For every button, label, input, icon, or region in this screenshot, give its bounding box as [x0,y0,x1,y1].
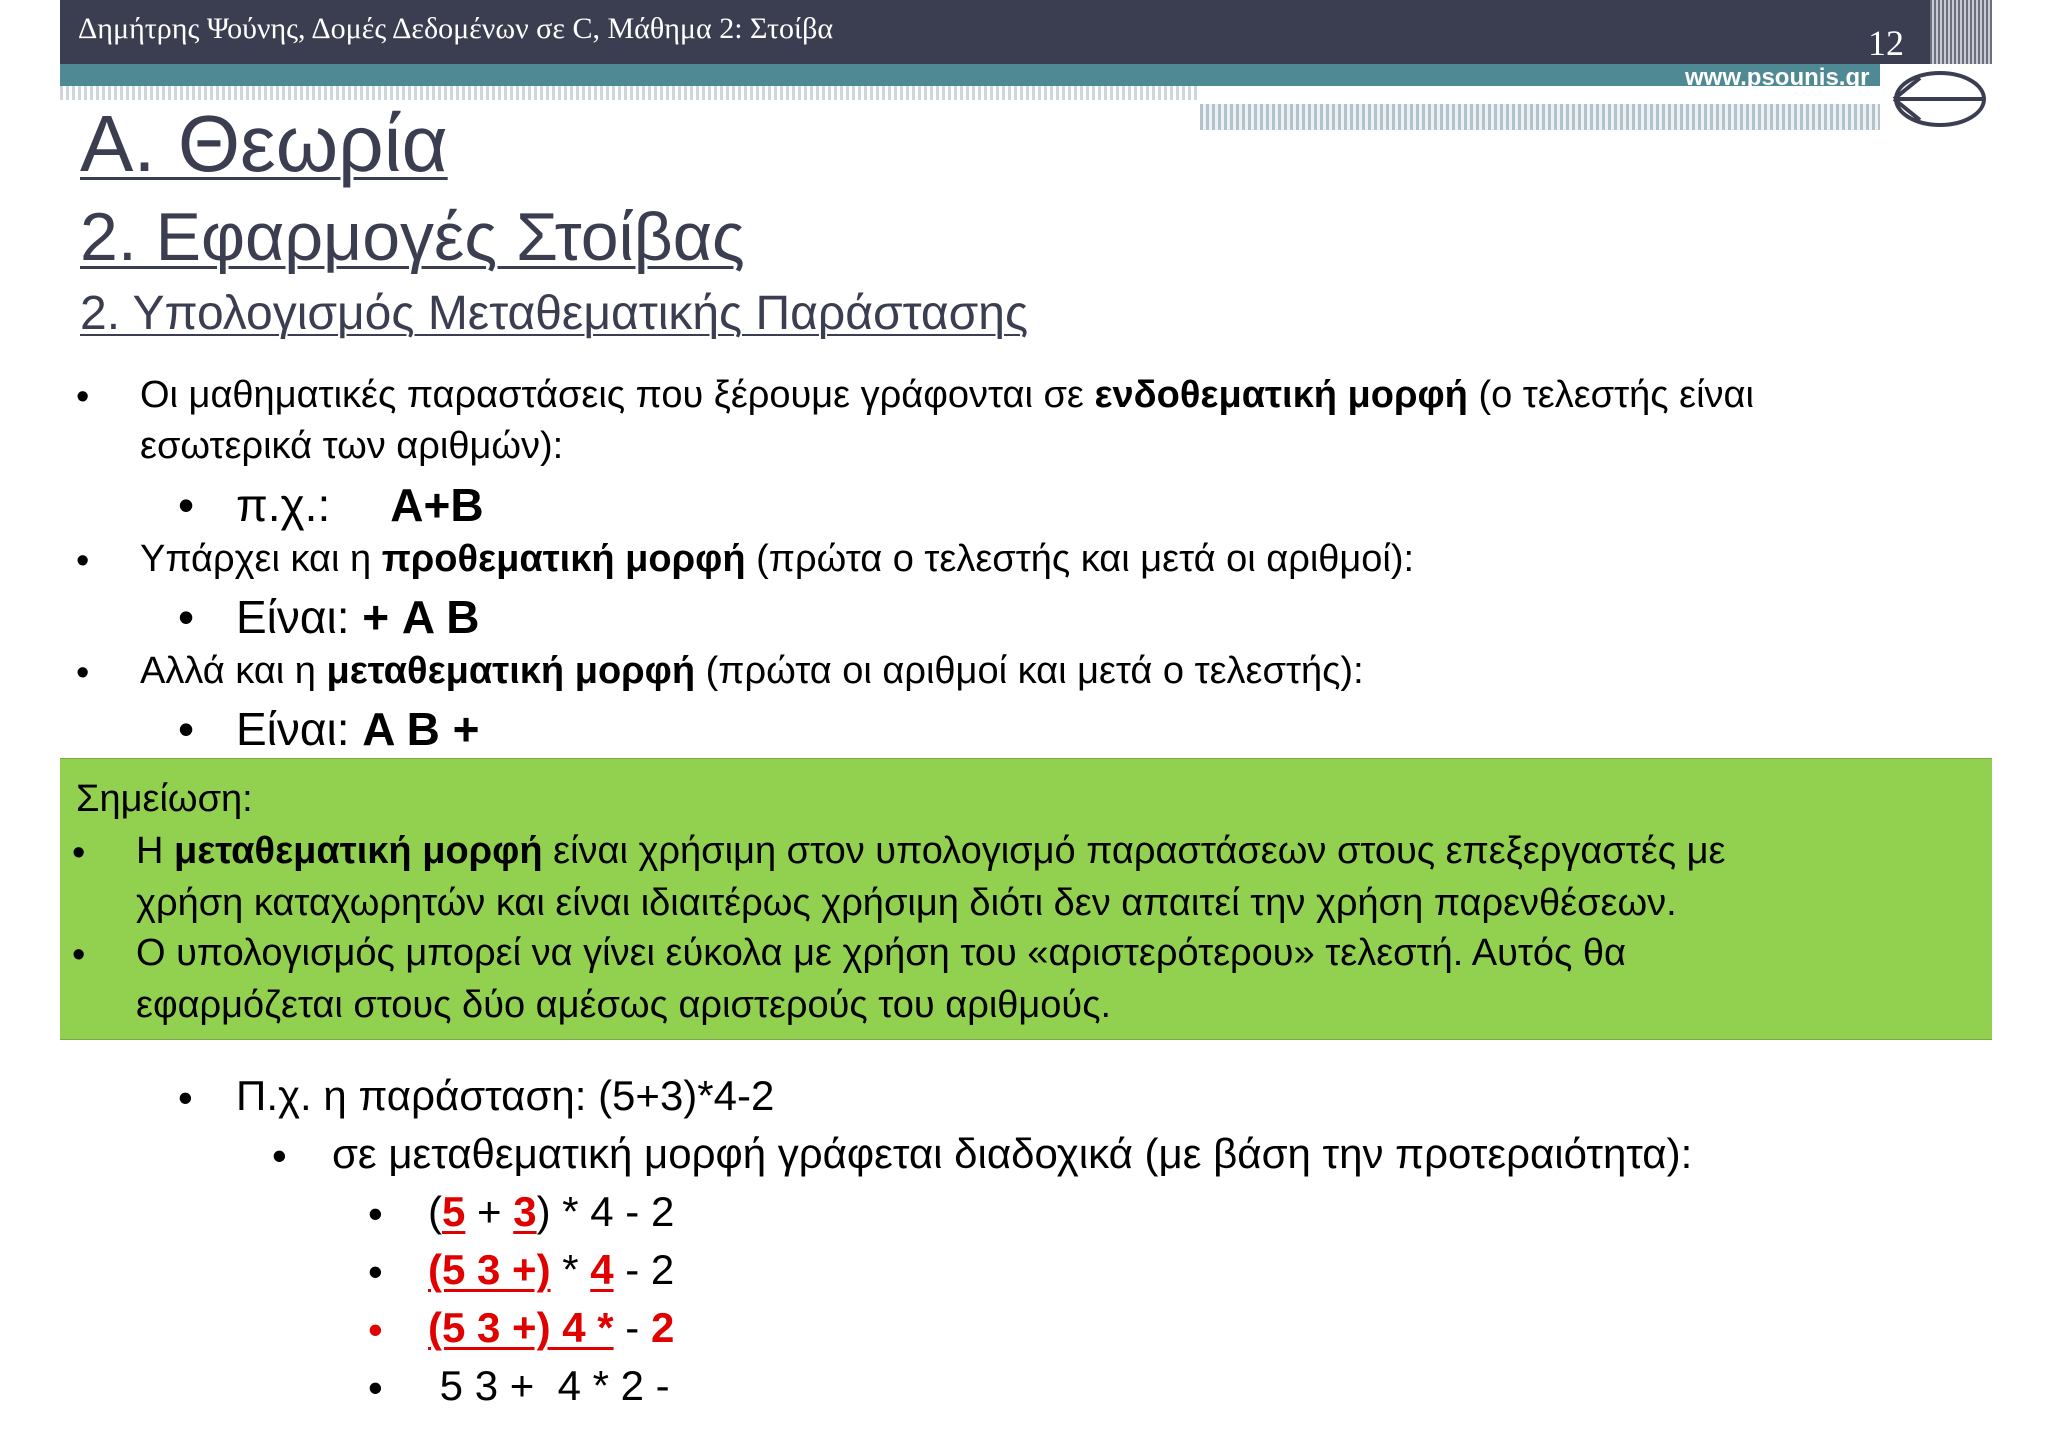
psounis-logo-icon [1880,66,1992,132]
highlight-operand: 4 [590,1246,614,1293]
text: Η [136,830,174,872]
text: Αλλά και η [140,650,327,692]
label: Είναι: [236,703,363,755]
bullet-dot: • [72,934,86,976]
bullet-dot: • [272,1132,287,1179]
subsection-title: 2. Υπολογισμός Μεταθεματικής Παράστασης [80,287,1029,340]
intro-bullet-3 [140,650,1364,693]
highlight-operand: 2 [650,1304,675,1351]
bullet-dot: • [76,652,90,694]
header-stripe [60,64,1940,86]
note-item-2-line2: εφαρμόζεται στους δύο αμέσως αριστερούς του αριθμούς. [136,984,1112,1026]
intro-bullet-1 [140,374,1754,417]
bullet-dot: • [178,1074,193,1121]
bold-term: προθεματική μορφή [381,538,746,580]
bold-term: μεταθεματική μορφή [174,830,543,872]
example-postfix [236,702,479,756]
decorative-pattern-right [1930,0,1992,64]
postfix-step-3 [428,1304,674,1352]
text: είναι χρήσιμη στον υπολογισμό παραστάσεων στους επεξεργαστές με [542,830,1726,872]
example-expression: Π.χ. η παράσταση: (5+3)*4-2 [236,1072,775,1119]
text: Υπάρχει και η [140,538,382,580]
postfix-step-2 [428,1246,674,1294]
text: * [550,1246,591,1293]
intro-bullet-1-line2: εσωτερικά των αριθμών): [140,425,564,467]
expression: A B + [362,703,480,755]
label: Είναι: [236,591,363,643]
note-item-2: Ο υπολογισμός μπορεί να γίνει εύκολα με χρήση του «αριστερότερου» τελεστή. Αυτός θα [136,932,1627,974]
highlight-operand: (5 3 +) 4 * [428,1304,614,1351]
page-title: Α. Θεωρία [80,99,448,188]
header-title: Δημήτρης Ψούνης, Δομές Δεδομένων σε C, Μάθημα 2: Στοίβα [78,12,834,45]
intro-bullet-2 [140,538,1414,581]
text: ) * 4 - 2 [536,1188,675,1235]
highlight-operand: 3 [513,1188,537,1235]
bullet-dot: • [178,591,195,643]
example-prefix [236,590,479,644]
text: ( [428,1188,442,1235]
bullet-dot: • [368,1190,383,1237]
example-infix [236,478,484,532]
decorative-pattern-url [1200,104,1880,130]
expression: + A B [362,591,480,643]
page-number: 12 [1868,23,1904,63]
text: - 2 [613,1246,675,1293]
postfix-step-1 [428,1188,674,1236]
text: - [613,1304,651,1351]
bullet-dot: • [368,1364,383,1411]
highlight-operand: 5 [442,1188,466,1235]
bold-term: ενδοθεματική μορφή [1094,374,1468,416]
text: (πρώτα οι αριθμοί και μετά ο τελεστής): [695,650,1364,692]
highlight-operand: (5 3 +) [428,1246,551,1293]
bullet-dot: • [178,703,195,755]
postfix-step-4: 5 3 + 4 * 2 - [428,1362,670,1409]
bullet-dot: • [76,540,90,582]
text: Οι μαθηματικές παραστάσεις που ξέρουμε γράφονται σε [140,374,1095,416]
bullet-dot: • [368,1248,383,1295]
example-subline: σε μεταθεματική μορφή γράφεται διαδοχικά (με βάση την προτεραιότητα): [332,1130,1693,1177]
label: π.χ.: [236,479,331,531]
bold-term: μεταθεματική μορφή [326,650,696,692]
bullet-dot: • [72,832,86,874]
note-item-1 [136,830,1725,873]
bullet-dot-red: • [368,1306,383,1353]
text: (ο τελεστής είναι [1467,374,1754,416]
expression: A+B [390,479,484,531]
text: + [465,1188,514,1235]
bullet-dot: • [76,376,90,418]
bullet-dot: • [178,479,195,531]
text: (πρώτα ο τελεστής και μετά οι αριθμοί): [745,538,1415,580]
site-url: www.psounis.gr [1685,64,1870,91]
section-title: 2. Εφαρμογές Στοίβας [80,199,745,275]
note-item-1-line2: χρήση καταχωρητών και είναι ιδιαιτέρως χρήσιμη διότι δεν απαιτεί την χρήση παρενθέσεων. [136,882,1677,924]
note-title: Σημείωση: [76,778,253,820]
